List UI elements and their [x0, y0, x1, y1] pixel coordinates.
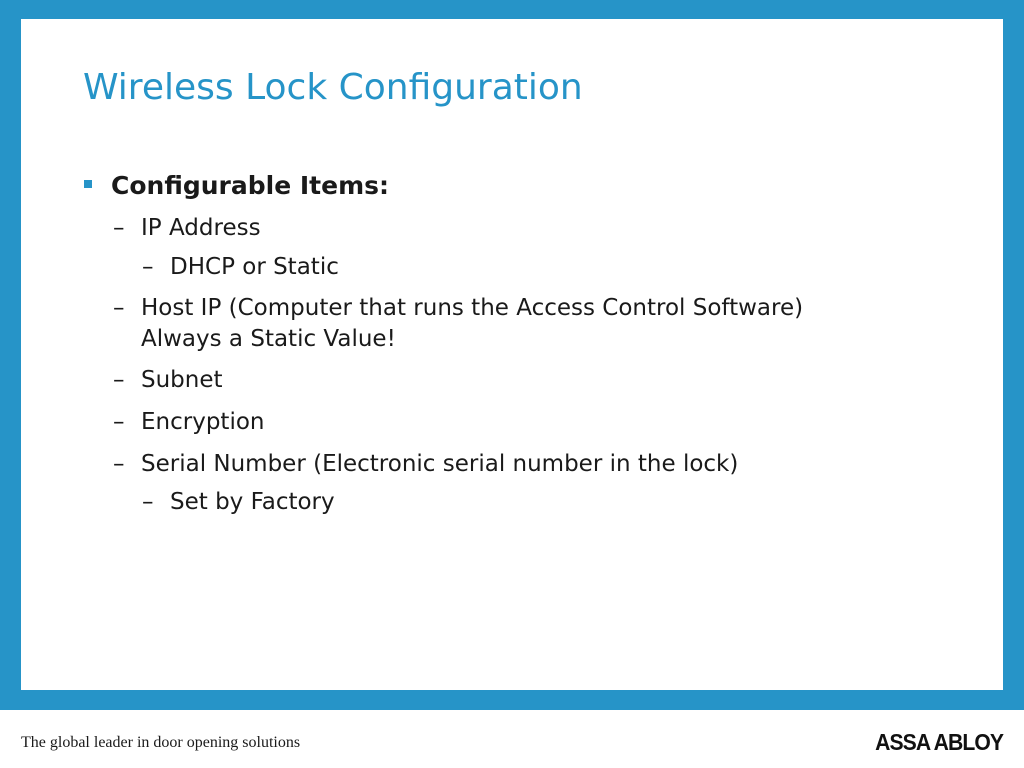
slide-content-area [21, 19, 1003, 690]
dash-bullet: – [113, 451, 125, 477]
list-item-text: Encryption [141, 409, 265, 435]
list-item-host-ip [113, 293, 803, 324]
list-item-text: Set by Factory [170, 489, 335, 515]
list-item-ip-address [113, 213, 261, 244]
configurable-items-heading: Configurable Items: [111, 171, 390, 200]
square-bullet-icon [84, 180, 92, 188]
list-item-encryption [113, 407, 264, 438]
list-item-text: Subnet [141, 367, 223, 393]
list-item-text: IP Address [141, 215, 261, 241]
list-item-subnet [113, 365, 223, 396]
list-item-host-ip-continuation: Always a Static Value! [141, 326, 396, 352]
assa-abloy-logo: ASSA ABLOY [875, 729, 1003, 755]
list-item-set-by-factory [142, 487, 335, 518]
dash-bullet: – [142, 489, 154, 515]
list-item-dhcp-or-static [142, 252, 339, 283]
footer-tagline: The global leader in door opening solutions [21, 734, 301, 751]
slide-body [21, 19, 1003, 690]
list-item-serial-number [113, 449, 738, 480]
dash-bullet: – [113, 367, 125, 393]
list-item-text: DHCP or Static [170, 254, 339, 280]
dash-bullet: – [142, 254, 154, 280]
slide-title: Wireless Lock Configuration [83, 67, 583, 108]
dash-bullet: – [113, 215, 125, 241]
dash-bullet: – [113, 295, 125, 321]
list-item-text: Serial Number (Electronic serial number in the lock) [141, 451, 739, 477]
dash-bullet: – [113, 409, 125, 435]
list-item-text: Host IP (Computer that runs the Access Control Software) [141, 295, 804, 321]
